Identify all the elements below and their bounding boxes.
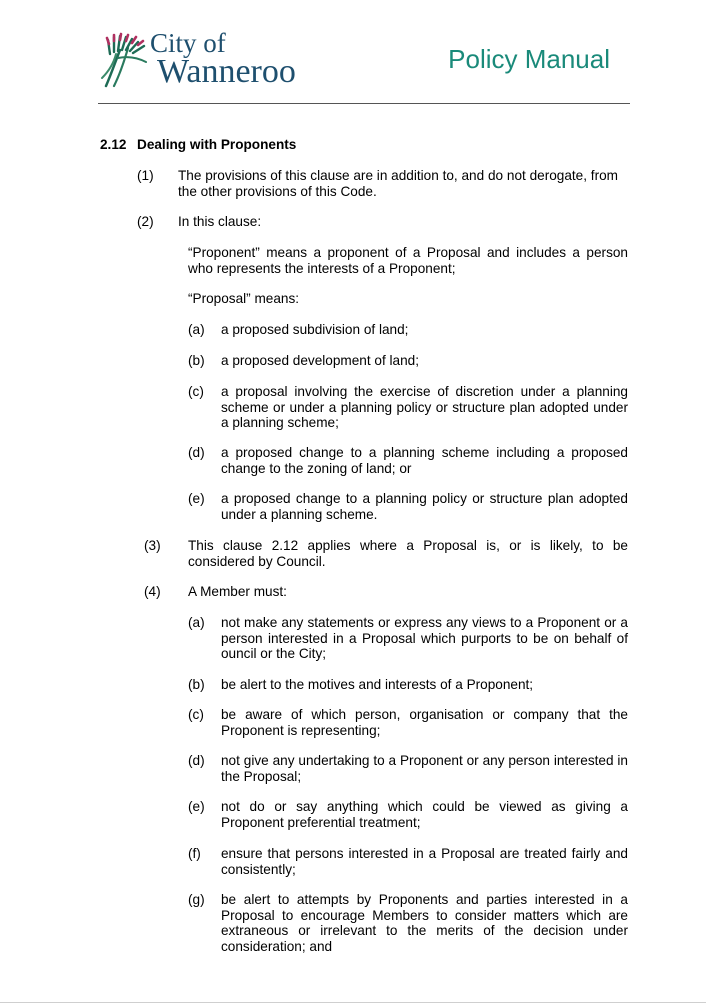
document-title: Policy Manual [448, 44, 610, 74]
clause-3-number: (3) [144, 538, 161, 553]
list-item-label: (d) [188, 753, 205, 768]
header-divider [98, 103, 630, 104]
list-item-label: (d) [188, 445, 205, 460]
section-number: 2.12 [100, 137, 127, 152]
logo-text-city-of: City of [150, 28, 226, 58]
list-item-text: not give any undertaking to a Proponent or any person interested in the Proposal; [221, 753, 628, 784]
list-item-label: (b) [188, 677, 205, 692]
clause-1-number: (1) [137, 168, 154, 183]
list-item-label: (e) [188, 799, 205, 814]
list-item-text: be aware of which person, organisation or company that the Proponent is representing; [221, 707, 628, 738]
clause-3-text: This clause 2.12 applies where a Proposal is, or is likely, to be considered by Council. [188, 538, 628, 569]
definition-proposal: “Proposal” means: [188, 291, 300, 306]
list-item-label: (f) [188, 846, 201, 861]
definition-proponent: “Proponent” means a proponent of a Proposal and includes a person who represents the interests of a Proponent; [188, 245, 628, 276]
list-item-label: (e) [188, 491, 205, 506]
list-item-label: (a) [188, 615, 205, 630]
list-item-text: be alert to the motives and interests of a Proponent; [221, 677, 534, 692]
kangaroo-paw-logo-icon [100, 32, 150, 88]
list-item-text: a proposed subdivision of land; [221, 322, 409, 337]
list-item-text: be alert to attempts by Proponents and parties interested in a Proposal to encourage Members to consider matters which are extraneous or irrelevant to the merits of the decision under consideration; and [221, 892, 628, 954]
list-item-text: not do or say anything which could be viewed as giving a Proponent preferential treatment; [221, 799, 628, 830]
clause-2-number: (2) [137, 214, 154, 229]
logo-text-wanneroo: Wanneroo [157, 53, 296, 90]
clause-1-text: The provisions of this clause are in addition to, and do not derogate, from the other provisions of this Code. [178, 168, 618, 199]
page-bottom-edge [0, 1002, 706, 1003]
clause-2-text: In this clause: [178, 214, 262, 229]
list-item-text: a proposal involving the exercise of discretion under a planning scheme or under a planning policy or structure plan adopted under a planning scheme; [221, 384, 628, 431]
list-item-text: a proposed change to a planning policy or structure plan adopted under a planning scheme. [221, 491, 628, 522]
list-item-text: a proposed development of land; [221, 353, 420, 368]
list-item-text: a proposed change to a planning scheme including a proposed change to the zoning of land; or [221, 445, 628, 476]
section-title: Dealing with Proponents [137, 137, 297, 152]
list-item-label: (c) [188, 707, 204, 722]
list-item-label: (a) [188, 322, 205, 337]
list-item-text: not make any statements or express any views to a Proponent or a person interested in a Proposal which purports to be on behalf of ouncil or the City; [221, 615, 628, 662]
list-item-label: (g) [188, 892, 205, 907]
list-item-text: ensure that persons interested in a Proposal are treated fairly and consistently; [221, 846, 628, 877]
clause-4-text: A Member must: [188, 584, 287, 599]
clause-4-number: (4) [144, 584, 161, 599]
city-of-wanneroo-logo [100, 28, 300, 90]
list-item-label: (b) [188, 353, 205, 368]
list-item-label: (c) [188, 384, 204, 399]
